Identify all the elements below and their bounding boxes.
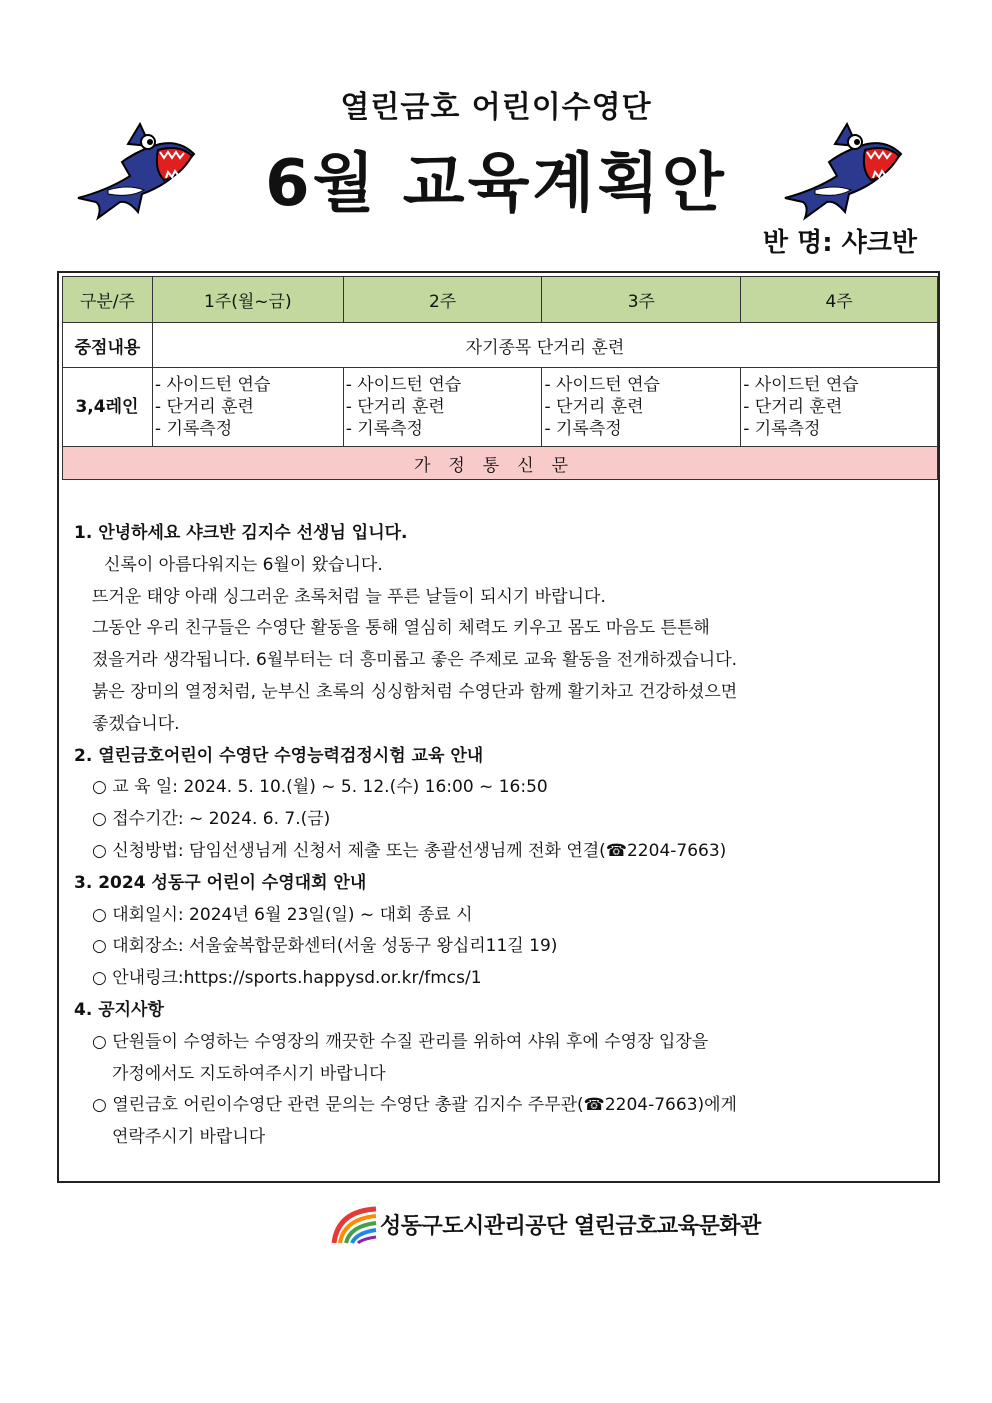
- lane-item: - 단거리 훈련: [743, 397, 843, 417]
- column-header: 4주: [741, 277, 938, 323]
- notice-line: ○ 교 육 일: 2024. 5. 10.(월) ~ 5. 12.(수) 16:00 ~ 16:50: [92, 777, 548, 798]
- lane-item: - 사이드턴 연습: [743, 375, 859, 395]
- lane-item: - 단거리 훈련: [345, 397, 445, 417]
- notice-line: ○ 열린금호 어린이수영단 관련 문의는 수영단 총괄 김지수 주무관(☎2204-7663)에게: [92, 1095, 737, 1116]
- lane-row: [63, 368, 938, 447]
- section-title: 4. 공지사항: [74, 999, 164, 1020]
- column-header: 구분/주: [63, 277, 153, 323]
- lane-cell: [343, 368, 542, 447]
- notice-line: ○ 신청방법: 담임선생님게 신청서 제출 또는 총괄선생님께 전화 연결(☎2204-7663): [92, 840, 727, 861]
- lane-cell: [741, 368, 938, 447]
- column-header: 2주: [343, 277, 542, 323]
- notice-line: ○ 대회일시: 2024년 6월 23일(일) ~ 대회 종료 시: [92, 904, 473, 925]
- notice-line: ○ 대회장소: 서울숲복합문화센터(서울 성동구 왕십리11길 19): [92, 936, 558, 957]
- focus-value: 자기종목 단거리 훈련: [152, 323, 937, 368]
- notice-line: 연락주시기 바랍니다: [112, 1127, 266, 1148]
- section-title: 3. 2024 성동구 어린이 수영대회 안내: [74, 872, 367, 893]
- focus-label: 중점내용: [63, 323, 153, 368]
- column-header: 3주: [542, 277, 741, 323]
- plan-table: [62, 276, 938, 480]
- rainbow-logo-icon: [330, 1203, 380, 1248]
- lane-item: - 단거리 훈련: [544, 397, 644, 417]
- lane-item: - 사이드턴 연습: [345, 375, 462, 395]
- lane-cell: [542, 368, 741, 447]
- plan-header-row: [63, 277, 938, 323]
- footer: [330, 1203, 761, 1248]
- page-title: 6월 교육계획안: [265, 147, 727, 221]
- lane-item: - 기록측정: [154, 419, 233, 439]
- notice-header-row: [63, 447, 938, 480]
- notice-content: [74, 518, 924, 1154]
- notice-line: 가정에서도 지도하여주시기 바랍니다: [112, 1063, 386, 1084]
- class-name: 반 명: 샤크반: [762, 228, 917, 258]
- notice-line: 신록이 아름다워지는 6월이 왔습니다.: [104, 554, 383, 575]
- notice-line: 붉은 장미의 열정처럼, 눈부신 초록의 싱싱함처럼 수영단과 함께 활기차고 건강하셨으면: [92, 681, 738, 702]
- notice-line: ○ 단원들이 수영하는 수영장의 깨끗한 수질 관리를 위하여 샤워 후에 수영장 입장을: [92, 1031, 709, 1052]
- notice-line: ○ 접수기간: ~ 2024. 6. 7.(금): [92, 809, 331, 830]
- notice-line: 그동안 우리 친구들은 수영단 활동을 통해 열심히 체력도 키우고 몸도 마음도 튼튼해: [92, 618, 710, 639]
- notice-line: 좋겠습니다.: [92, 713, 180, 734]
- org-name: 성동구도시관리공단 열린금호교육문화관: [380, 1214, 761, 1239]
- shark-mascot-icon: [775, 120, 905, 225]
- page-subtitle: 열린금호 어린이수영단: [340, 90, 652, 125]
- lane-item: - 단거리 훈련: [154, 397, 254, 417]
- lane-item: - 기록측정: [544, 419, 622, 439]
- notice-line: 뜨거운 태양 아래 싱그러운 초록처럼 늘 푸른 날들이 되시기 바랍니다.: [92, 586, 606, 607]
- notice-header: 가정통신문: [63, 447, 938, 480]
- column-header: 1주(월~금): [152, 277, 343, 323]
- lane-item: - 사이드턴 연습: [544, 375, 660, 395]
- lane-item: - 사이드턴 연습: [154, 375, 271, 395]
- lane-label: 3,4레인: [63, 368, 153, 447]
- section-title: 2. 열린금호어린이 수영단 수영능력검정시험 교육 안내: [74, 745, 484, 766]
- notice-line: ○ 안내링크:https://sports.happysd.or.kr/fmcs/1: [92, 968, 482, 989]
- lane-cell: [152, 368, 343, 447]
- lane-item: - 기록측정: [345, 419, 423, 439]
- notice-line: 졌을거라 생각됩니다. 6월부터는 더 흥미롭고 좋은 주제로 교육 활동을 전개하겠습니다.: [92, 650, 738, 671]
- shark-mascot-icon: [68, 120, 198, 225]
- lane-item: - 기록측정: [743, 419, 821, 439]
- section-title: 1. 안녕하세요 샤크반 김지수 선생님 입니다.: [74, 523, 408, 543]
- focus-row: [63, 323, 938, 368]
